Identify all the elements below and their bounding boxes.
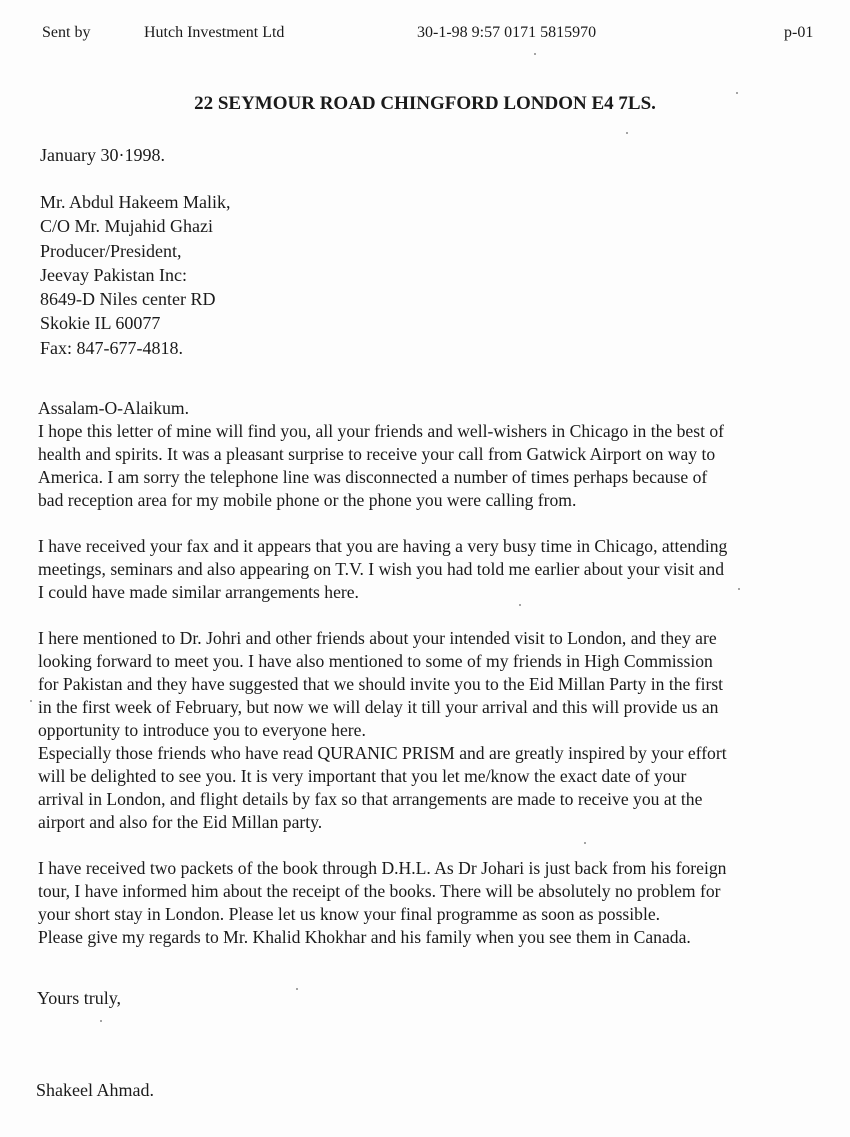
fax-transmission-header xyxy=(0,24,850,48)
body-line: bad reception area for my mobile phone or the phone you were calling from. xyxy=(38,490,577,510)
body-line: I have received two packets of the book through D.H.L. As Dr Johari is just back from his foreign xyxy=(38,858,727,878)
sender-address-heading: 22 SEYMOUR ROAD CHINGFORD LONDON E4 7LS. xyxy=(194,93,656,114)
recipient-line: Mr. Abdul Hakeem Malik, xyxy=(40,192,231,212)
signatory-name: Shakeel Ahmad. xyxy=(36,1080,154,1100)
scan-speck xyxy=(736,92,738,94)
scan-speck xyxy=(584,842,586,844)
paragraph-1 xyxy=(38,420,838,512)
fax-page-number: p-01 xyxy=(784,24,814,41)
scan-speck xyxy=(100,1020,102,1022)
body-line: I have received your fax and it appears that you are having a very busy time in Chicago, attending xyxy=(38,536,728,556)
complimentary-close: Yours truly, xyxy=(37,988,122,1008)
recipient-line: 8649-D Niles center RD xyxy=(40,289,216,310)
body-line: airport and also for the Eid Millan party. xyxy=(38,812,323,832)
scan-speck xyxy=(30,700,32,702)
recipient-line: Skokie IL 60077 xyxy=(40,313,161,334)
letter-body xyxy=(38,397,838,949)
scan-speck xyxy=(296,988,298,990)
paragraph-gap xyxy=(38,512,838,535)
sender-company: Hutch Investment Ltd xyxy=(144,24,285,41)
scan-speck xyxy=(626,132,628,134)
letter-date: January 30·1998. xyxy=(40,145,165,165)
body-line: tour, I have informed him about the receipt of the books. There will be absolutely no problem for xyxy=(38,881,721,901)
recipient-line: C/O Mr. Mujahid Ghazi xyxy=(40,216,213,237)
paragraph-3 xyxy=(38,627,838,834)
scan-speck xyxy=(738,588,740,590)
sent-by-label: Sent by xyxy=(42,24,91,41)
body-line: in the first week of February, but now we will delay it till your arrival and this will provide us an xyxy=(38,697,719,717)
paragraph-4 xyxy=(38,857,838,949)
paragraph-2 xyxy=(38,535,838,604)
body-line: opportunity to introduce you to everyone here. xyxy=(38,720,366,740)
recipient-line: Producer/President, xyxy=(40,240,182,261)
body-line: will be delighted to see you. It is very important that you let me/know the exact date of your xyxy=(38,766,687,786)
recipient-address-block xyxy=(40,190,230,360)
body-line: looking forward to meet you. I have also mentioned to some of my friends in High Commission xyxy=(38,651,713,671)
body-line: for Pakistan and they have suggested that we should invite you to the Eid Millan Party in the first xyxy=(38,674,724,694)
scan-speck xyxy=(519,604,521,606)
body-line: America. I am sorry the telephone line was disconnected a number of times perhaps because of xyxy=(38,467,708,487)
paragraph-gap xyxy=(38,604,838,627)
body-line: I hope this letter of mine will find you, all your friends and well-wishers in Chicago in the best of xyxy=(38,421,725,441)
body-line: meetings, seminars and also appearing on T.V. I wish you had told me earlier about your visit and xyxy=(38,559,725,579)
recipient-line: Fax: 847-677-4818. xyxy=(40,337,183,358)
paragraph-gap xyxy=(38,834,838,857)
body-line: I could have made similar arrangements here. xyxy=(38,582,359,602)
body-line: health and spirits. It was a pleasant surprise to receive your call from Gatwick Airport on way to xyxy=(38,444,716,464)
greeting: Assalam-O-Alaikum. xyxy=(38,398,189,418)
body-line: arrival in London, and flight details by fax so that arrangements are made to receive you at the xyxy=(38,789,703,809)
scan-speck xyxy=(534,53,536,55)
body-line: I here mentioned to Dr. Johri and other friends about your intended visit to London, and they are xyxy=(38,628,717,648)
recipient-line: Jeevay Pakistan Inc: xyxy=(40,264,187,285)
body-line: Please give my regards to Mr. Khalid Khokhar and his family when you see them in Canada. xyxy=(38,927,691,947)
fax-timestamp: 30-1-98 9:57 0171 5815970 xyxy=(417,24,597,41)
body-line: Especially those friends who have read QURANIC PRISM and are greatly inspired by your effort xyxy=(38,743,727,763)
body-line: your short stay in London. Please let us know your final programme as soon as possible. xyxy=(38,904,661,924)
